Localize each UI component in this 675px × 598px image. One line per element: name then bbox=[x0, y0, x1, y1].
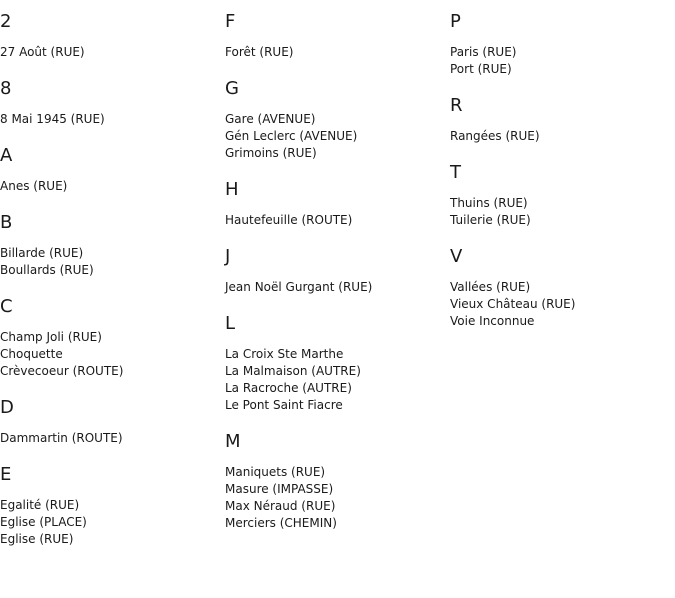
street-link[interactable]: La Croix Ste Marthe bbox=[225, 347, 344, 361]
street-link[interactable]: 27 Août (RUE) bbox=[0, 45, 85, 59]
letter-group bbox=[450, 10, 670, 78]
letter-heading: M bbox=[225, 431, 241, 452]
street-link[interactable]: Forêt (RUE) bbox=[225, 45, 294, 59]
street-link[interactable]: La Racroche (AUTRE) bbox=[225, 381, 352, 395]
letter-heading: H bbox=[225, 179, 239, 200]
letter-group bbox=[450, 245, 670, 330]
street-link[interactable]: Tuilerie (RUE) bbox=[450, 213, 531, 227]
street-link[interactable]: Thuins (RUE) bbox=[450, 196, 528, 210]
street-link[interactable]: Champ Joli (RUE) bbox=[0, 330, 102, 344]
letter-group bbox=[225, 312, 445, 414]
street-link[interactable]: Eglise (PLACE) bbox=[0, 515, 87, 529]
index-column-1 bbox=[0, 10, 220, 564]
letter-heading: B bbox=[0, 212, 13, 233]
letter-group bbox=[0, 295, 220, 380]
street-link[interactable]: Rangées (RUE) bbox=[450, 129, 540, 143]
letter-group bbox=[0, 144, 220, 195]
letter-heading: E bbox=[0, 464, 12, 485]
letter-group bbox=[0, 463, 220, 548]
street-link[interactable]: Dammartin (ROUTE) bbox=[0, 431, 123, 445]
street-link[interactable]: Eglise (RUE) bbox=[0, 532, 74, 546]
street-link[interactable]: Anes (RUE) bbox=[0, 179, 68, 193]
letter-heading: 8 bbox=[0, 78, 12, 99]
street-link[interactable]: Boullards (RUE) bbox=[0, 263, 94, 277]
street-link[interactable]: 8 Mai 1945 (RUE) bbox=[0, 112, 105, 126]
letter-group bbox=[450, 161, 670, 229]
street-link[interactable]: Crèvecoeur (ROUTE) bbox=[0, 364, 124, 378]
street-link[interactable]: Grimoins (RUE) bbox=[225, 146, 317, 160]
street-link[interactable]: La Malmaison (AUTRE) bbox=[225, 364, 361, 378]
letter-heading: R bbox=[450, 95, 463, 116]
street-link[interactable]: Masure (IMPASSE) bbox=[225, 482, 334, 496]
letter-group bbox=[225, 10, 445, 61]
letter-group bbox=[225, 77, 445, 162]
street-link[interactable]: Jean Noël Gurgant (RUE) bbox=[225, 280, 373, 294]
letter-heading: C bbox=[0, 296, 13, 317]
letter-group bbox=[0, 10, 220, 61]
street-link[interactable]: Merciers (CHEMIN) bbox=[225, 516, 337, 530]
street-link[interactable]: Le Pont Saint Fiacre bbox=[225, 398, 343, 412]
index-column-2 bbox=[225, 10, 445, 548]
street-link[interactable]: Gén Leclerc (AVENUE) bbox=[225, 129, 358, 143]
letter-heading: D bbox=[0, 397, 14, 418]
street-link[interactable]: Vallées (RUE) bbox=[450, 280, 531, 294]
letter-group bbox=[450, 94, 670, 145]
letter-group bbox=[225, 245, 445, 296]
street-link[interactable]: Choquette bbox=[0, 347, 63, 361]
letter-group bbox=[225, 430, 445, 532]
letter-heading: 2 bbox=[0, 11, 12, 32]
letter-heading: J bbox=[225, 246, 231, 267]
letter-heading: T bbox=[450, 162, 461, 183]
index-column-3 bbox=[450, 10, 670, 346]
letter-group bbox=[0, 77, 220, 128]
letter-group bbox=[0, 396, 220, 447]
street-link[interactable]: Gare (AVENUE) bbox=[225, 112, 316, 126]
letter-heading: G bbox=[225, 78, 239, 99]
street-link[interactable]: Max Néraud (RUE) bbox=[225, 499, 336, 513]
letter-group bbox=[0, 211, 220, 279]
street-link[interactable]: Egalité (RUE) bbox=[0, 498, 80, 512]
street-link[interactable]: Port (RUE) bbox=[450, 62, 512, 76]
letter-heading: A bbox=[0, 145, 13, 166]
letter-heading: L bbox=[225, 313, 236, 334]
street-link[interactable]: Billarde (RUE) bbox=[0, 246, 84, 260]
letter-heading: F bbox=[225, 11, 236, 32]
letter-heading: V bbox=[450, 246, 463, 267]
street-link[interactable]: Hautefeuille (ROUTE) bbox=[225, 213, 353, 227]
street-link[interactable]: Paris (RUE) bbox=[450, 45, 517, 59]
street-link[interactable]: Vieux Château (RUE) bbox=[450, 297, 576, 311]
letter-heading: P bbox=[450, 11, 461, 32]
letter-group bbox=[225, 178, 445, 229]
street-link[interactable]: Voie Inconnue bbox=[450, 314, 535, 328]
street-link[interactable]: Maniquets (RUE) bbox=[225, 465, 326, 479]
